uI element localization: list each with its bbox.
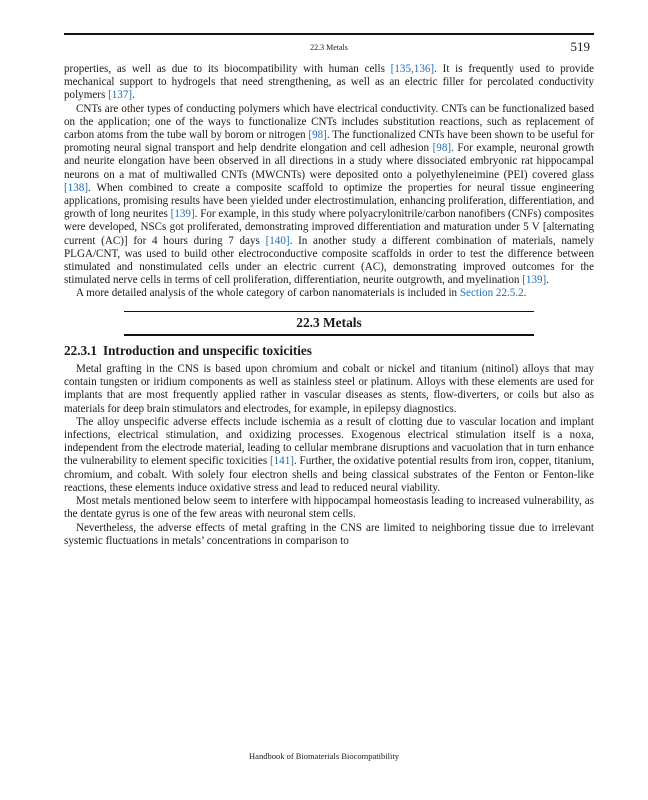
citation-link[interactable]: [137] (108, 89, 133, 102)
paragraph: CNTs are other types of conducting polymers which have electrical conductivity. CNTs can be functionalized based on the application; one of the ways to functionalize CNTs includes substitution reactions, such as replacement of carbon atoms from the tube wall by borom or nitrogen [98]. The functionalized CNTs have been shown to be useful for promoting neural signal transport and help dendrite elongation and cell adhesion [98]. For example, neuronal growth and neurite elongation have been observed in all directions in a study where dissociated embryonic rat hippocampal neurons on a mat of multiwalled CNTs (MWCNTs) were deposited onto a polyethyleneimine (PEI) covered glass [138]. When combined to create a composite scaffold to optimize the properties for neural tissue engineering applications, promising results have been yielded under electrostimulation, enhancing proliferation, differentiation, and growth of long neurites [139]. For example, in this study where polyacrylonitrile/carbon nanofibers (CNFs) composites were developed, NSCs got proliferated, demonstrating improved differentiation and maturation under 5 V [alternating current (AC)] for 4 hours during 7 days [140]. In another study a different combination of materials, namely PLGA/CNT, was used to build other electroconductive composite scaffolds in order to test the difference between stimulated and nonstimulated cells under an electric current (AC), demonstrating improved outcomes for the stimulated nerve cells in terms of cell proliferation, differentiation, neurite outgrowth, and myelination [139]. (64, 102, 594, 287)
citation-link[interactable]: [98] (432, 142, 452, 155)
citation-link[interactable]: [140] (265, 234, 290, 247)
citation-link[interactable]: [138] (64, 181, 89, 194)
footer: Handbook of Biomaterials Biocompatibility (249, 751, 399, 761)
header-rule (64, 33, 594, 35)
section-rule-bottom (124, 334, 534, 336)
page-number: 519 (570, 39, 590, 54)
paragraph: The alloy unspecific adverse effects include ischemia as a result of clotting due to vascular location and implant infections, electrical stimulation, and oxidizing processes. Exogenous electrical stimulation itself is a noxa, independent from the electrode material, leading to cellular membrane disruptions and vacuolation that in turn enhance the vulnerability to element specific toxicities [141]. Further, the oxidative potential results from iron, copper, titanium, chromium, and cobalt. With solely four electron shells and being classical substrates of the Fenton or Fenton-like reactions, these elements induce oxidative stress and lead to reduced neural viability. (64, 415, 594, 494)
paragraph: Nevertheless, the adverse effects of metal grafting in the CNS are limited to neighboring tissue due to irrelevant systemic fluctuations in metals’ concentrations in comparison to (64, 521, 594, 547)
paragraph: Most metals mentioned below seem to interfere with hippocampal homeostasis leading to increased vulnerability, as the dentate gyrus is one of the few areas with neuronal stem cells. (64, 495, 594, 521)
subsection-number: 22.3.1 (64, 342, 97, 358)
body-text (64, 63, 594, 548)
section-heading (64, 311, 594, 336)
section-title: 22.3 Metals (296, 314, 362, 330)
subsection-heading (64, 344, 594, 357)
running-head-section: 22.3 Metals (310, 43, 348, 52)
paragraph: A more detailed analysis of the whole category of carbon nanomaterials is included in Section 22.5.2. (76, 287, 527, 300)
running-head (64, 39, 594, 55)
paragraph: Metal grafting in the CNS is based upon chromium and cobalt or nickel and titanium (nitinol) alloys that may contain tungsten or iridium components as well as stainless steel or platinum. Alloys with these elements are used for implants that are most frequently applied rather in vascular diseases as stents, flow-diverters, or coils but also as materials for deep brain stimulators and electrodes, for example, in epilepsy diagnostics. (64, 363, 594, 415)
citation-link[interactable]: [141] (269, 455, 294, 468)
citation-link[interactable]: [135,136] (390, 63, 435, 75)
paragraph: properties, as well as due to its biocompatibility with human cells [135,136]. It is frequently used to provide mechanical support to hydrogels that need strengthening, as well as an electric filler for percolated conductivity polymers [137]. (64, 63, 595, 102)
subsection-title: Introduction and unspecific toxicities (102, 342, 312, 358)
section-link[interactable]: Section 22.5.2 (459, 287, 524, 300)
citation-link[interactable]: [98] (308, 129, 327, 142)
citation-link[interactable]: [139] (522, 274, 547, 287)
citation-link[interactable]: [139] (170, 208, 195, 221)
